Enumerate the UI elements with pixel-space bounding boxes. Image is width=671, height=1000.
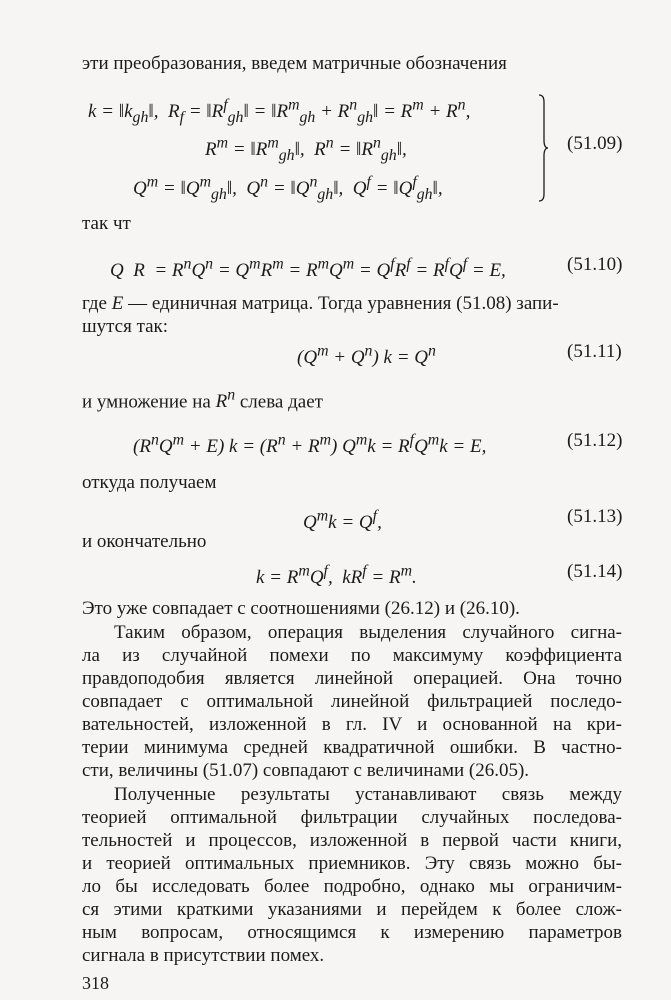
eqnum-51-10: (51.10)	[567, 254, 623, 275]
equation-51-09-line-1	[88, 95, 470, 129]
eq-text: $Q^mk = Q^f$,	[303, 508, 382, 534]
line-otkuda: откуда получаем	[82, 472, 217, 493]
line-gde-1: где E — единичная матрица. Тогда уравнения (51.08) запи-	[82, 293, 559, 314]
paragraph-line: совпадает с оптимальной линейной фильтрацией последо-	[82, 691, 622, 712]
paragraph-line: Полученные результаты устанавливают связь между	[114, 784, 622, 805]
paragraph-line: Таким образом, операция выделения случайного сигна-	[114, 622, 622, 643]
paragraph-line: сти, величины (51.07) совпадают с величинами (26.05).	[82, 760, 530, 781]
equation-51-13	[303, 506, 382, 534]
eq-text: $(Q^m + Q^n) k = Q^n$	[297, 343, 436, 369]
paragraph-line: сигнала в присутствии помех.	[82, 945, 325, 966]
eqnum-51-09: (51.09)	[567, 133, 623, 154]
eq-text: $k = ‖k_{gh}‖$, $R_f$ = $‖R^f_{gh}‖$ = $‖R^m_{gh}$ + $R^n_{gh}‖ = R^m + R^n$,	[88, 97, 471, 127]
right-brace	[538, 94, 548, 202]
paragraph-line: ла из случайной помехи по максимуму коэффициента	[82, 645, 622, 666]
eqnum-51-12: (51.12)	[567, 430, 623, 451]
line-tak-cht: так чт	[82, 213, 131, 234]
equation-51-14	[256, 561, 417, 589]
paragraph-line: и теорией оптимальных приемников. Эту связь можно бы-	[82, 853, 622, 874]
eq-text: Q $R = R^nQ^n = Q^mR^m = R^mQ^m = Q^fR^f = R^fQ^f = E$,	[110, 256, 506, 282]
line-okonchatelno: и окончательно	[82, 531, 207, 552]
equation-51-09-line-2	[205, 133, 407, 167]
paragraph-line: ло бы исследовать более подробно, однако мы ограничим-	[82, 876, 622, 897]
paragraph-line: тельностей и процессов, изложенной в первой части книги,	[82, 830, 622, 851]
paragraph-line: вательностей, изложенной в гл. IV и основанной на кри-	[82, 714, 622, 735]
paragraph-line: ным вопросам, относящимся к измерению параметров	[82, 922, 622, 943]
paragraph-line: теорией оптимальной фильтрации случайных последова-	[82, 807, 622, 828]
page-number: 318	[82, 973, 109, 993]
eqnum-51-13: (51.13)	[567, 506, 623, 527]
eq-text: $R^m$ = $‖R^m_{gh}‖$, $R^n$ = $‖R^n_{gh}‖$,	[205, 135, 407, 165]
paragraph-line: правдоподобия является линейной операцией. Она точно	[82, 668, 622, 689]
intro-line: эти преобразования, введем матричные обозначения	[82, 53, 507, 74]
line-umnozhenie: и умножение на $R^n$ слева дает	[82, 387, 323, 413]
paragraph-line: терии минимума средней квадратичной ошибки. В частно-	[82, 737, 622, 758]
paragraph-line: Это уже совпадает с соотношениями (26.12) и (26.10).	[82, 598, 520, 619]
line-gde-2: шутся так:	[82, 316, 169, 337]
eqnum-51-14: (51.14)	[567, 561, 623, 582]
eqnum-51-11: (51.11)	[567, 341, 622, 362]
equation-51-11	[297, 341, 436, 369]
eq-text: $Q^m$ = $‖Q^m_{gh}‖$, $Q^n$ = $‖Q^n_{gh}‖$, $Q^f$ = $‖Q^f_{gh}‖$,	[133, 174, 443, 204]
eq-text: $k = R^mQ^f$, $kR^f = R^m$.	[256, 563, 417, 589]
paragraph-line: ся этими краткими указаниями и перейдем к более слож-	[82, 899, 622, 920]
equation-51-12	[133, 430, 486, 458]
equation-51-10	[110, 254, 506, 282]
eq-text: $(R^nQ^m + E) k = (R^n + R^m) Q^mk = R^fQ^mk = E$,	[133, 432, 487, 458]
equation-51-09-line-3	[133, 172, 443, 206]
